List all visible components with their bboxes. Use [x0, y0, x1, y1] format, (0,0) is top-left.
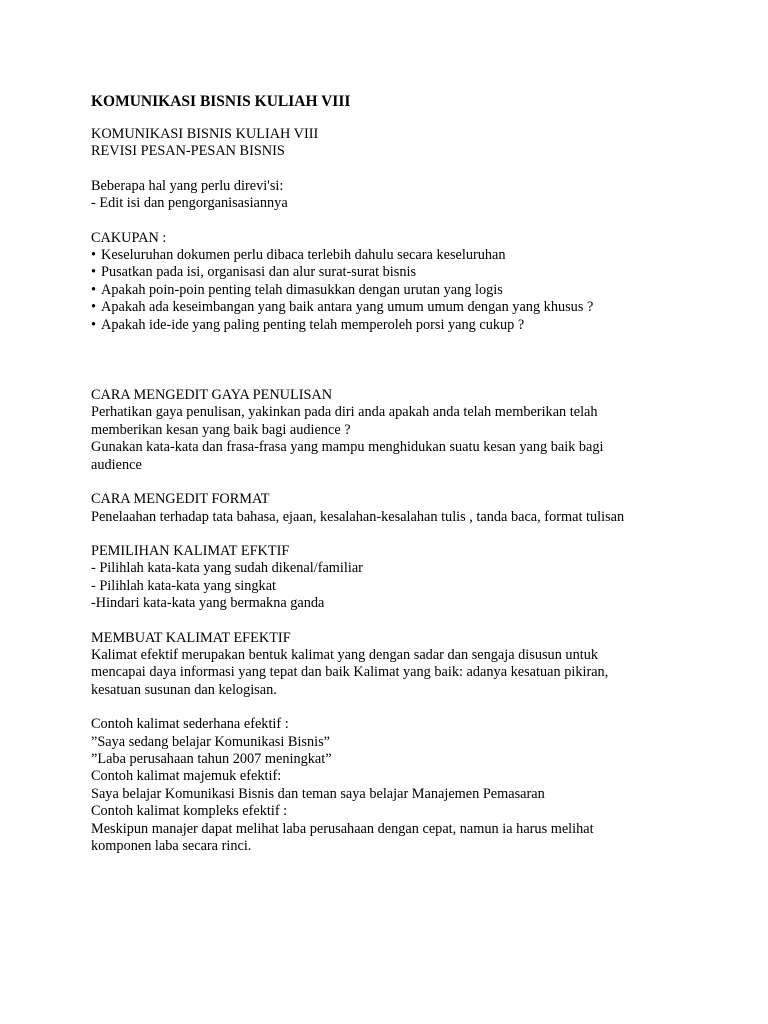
text-line: Kalimat efektif merupakan bentuk kalimat yang dengan sadar dan sengaja disusun untuk	[91, 646, 598, 663]
bullet-icon: •	[91, 264, 97, 281]
section-heading-pemilihan: PEMILIHAN KALIMAT EFKTIF	[91, 542, 290, 559]
text-line: Contoh kalimat sederhana efektif :	[91, 716, 289, 733]
document-title: KOMUNIKASI BISNIS KULIAH VIII	[91, 93, 351, 110]
intro-paragraph	[91, 178, 691, 213]
text-line: Perhatikan gaya penulisan, yakinkan pada diri anda apakah anda telah memberikan telah	[91, 404, 598, 421]
cakupan-list	[91, 247, 691, 334]
text-line: audience	[91, 456, 142, 473]
section-heading-membuat: MEMBUAT KALIMAT EFEKTIF	[91, 629, 291, 646]
text-line: memberikan kesan yang baik bagi audience ?	[91, 421, 351, 438]
list-item: -Hindari kata-kata yang bermakna ganda	[91, 595, 325, 612]
subtitle-line: KOMUNIKASI BISNIS KULIAH VIII	[91, 126, 319, 142]
list-item	[91, 282, 691, 299]
bullet-icon: •	[91, 281, 97, 298]
bullet-icon: •	[91, 316, 97, 333]
text-line: Beberapa hal yang perlu direvi'si:	[91, 177, 284, 194]
section-heading-format: CARA MENGEDIT FORMAT	[91, 491, 270, 508]
gaya-paragraph	[91, 404, 691, 474]
text-line: - Edit isi dan pengorganisasiannya	[91, 195, 288, 212]
bullet-icon: •	[91, 299, 97, 316]
example-line: ”Laba perusahaan tahun 2007 meningkat”	[91, 750, 332, 767]
list-item: - Pilihlah kata-kata yang sudah dikenal/familiar	[91, 560, 363, 577]
list-item: - Pilihlah kata-kata yang singkat	[91, 577, 277, 594]
pemilihan-list	[91, 560, 691, 612]
bullet-icon: •	[91, 247, 97, 264]
example-line: ”Saya sedang belajar Komunikasi Bisnis”	[91, 733, 331, 750]
format-paragraph: Penelaahan terhadap tata bahasa, ejaan, kesalahan-kesalahan tulis , tanda baca, format tulisan	[91, 508, 625, 525]
list-item-text: Apakah poin-poin penting telah dimasukkan dengan urutan yang logis	[101, 281, 503, 298]
list-item	[91, 317, 691, 334]
text-line: Contoh kalimat majemuk efektif:	[91, 768, 282, 785]
example-line: Saya belajar Komunikasi Bisnis dan teman saya belajar Manajemen Pemasaran	[91, 785, 545, 802]
list-item-text: Keseluruhan dokumen perlu dibaca terlebih dahulu secara keseluruhan	[101, 247, 506, 264]
list-item-text: Apakah ide-ide yang paling penting telah memperoleh porsi yang cukup ?	[101, 316, 525, 333]
subtitle	[91, 126, 691, 161]
list-item-text: Pusatkan pada isi, organisasi dan alur surat-surat bisnis	[101, 264, 417, 281]
text-line: kesatuan susunan dan kelogisan.	[91, 681, 277, 698]
text-line: mencapai daya informasi yang tepat dan baik Kalimat yang baik: adanya kesatuan pikiran,	[91, 664, 609, 681]
list-item	[91, 247, 691, 264]
contoh-paragraph	[91, 716, 691, 855]
text-line: Gunakan kata-kata dan frasa-frasa yang mampu menghidukan suatu kesan yang baik bagi	[91, 439, 604, 456]
section-heading-gaya: CARA MENGEDIT GAYA PENULISAN	[91, 387, 333, 404]
text-line: Contoh kalimat kompleks efektif :	[91, 803, 288, 820]
list-item	[91, 264, 691, 281]
list-item	[91, 299, 691, 316]
example-line: Meskipun manajer dapat melihat laba perusahaan dengan cepat, namun ia harus melihat	[91, 820, 594, 837]
document-content	[91, 92, 691, 855]
example-line: komponen laba secara rinci.	[91, 838, 252, 854]
list-item-text: Apakah ada keseimbangan yang baik antara yang umum umum dengan yang khusus ?	[101, 299, 594, 316]
membuat-paragraph	[91, 647, 691, 699]
subtitle-line: REVISI PESAN-PESAN BISNIS	[91, 143, 285, 160]
section-heading-cakupan: CAKUPAN :	[91, 229, 167, 246]
